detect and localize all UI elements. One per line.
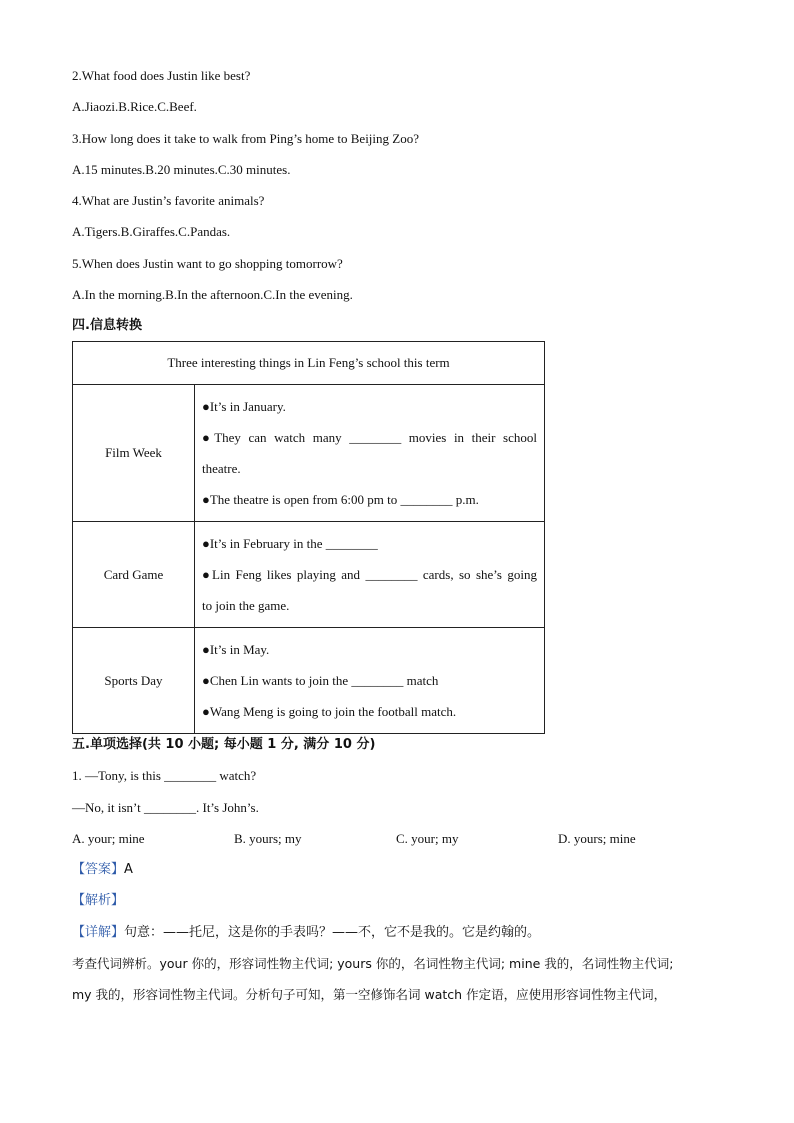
section-5-heading: 五.单项选择(共 10 小题; 每小题 1 分, 满分 10 分) bbox=[72, 737, 376, 752]
answer-value: A bbox=[124, 862, 133, 877]
question-5-options: A.In the morning.B.In the afternoon.C.In the evening. bbox=[72, 287, 353, 302]
analysis-tag: 【解析】 bbox=[72, 893, 125, 908]
mc-question-1-line2: —No, it isn’t ________. It’s John’s. bbox=[72, 800, 259, 815]
list-item: ●It’s in May. bbox=[202, 642, 270, 657]
detail-tag: 【详解】 bbox=[72, 925, 125, 940]
question-2: 2.What food does Justin like best? bbox=[72, 68, 251, 83]
table-row bbox=[73, 522, 545, 628]
option-c: C. your; my bbox=[396, 831, 459, 846]
option-d: D. yours; mine bbox=[558, 831, 636, 846]
row-label-film-week: Film Week bbox=[73, 385, 195, 522]
analysis-line-2: my 我的，形容词性物主代词。分析句子可知，第一空修饰名词 watch 作定语，应使用形容词性物主代词， bbox=[72, 987, 667, 1002]
section-4-heading: 四.信息转换 bbox=[72, 318, 142, 333]
question-4-options: A.Tigers.B.Giraffes.C.Pandas. bbox=[72, 224, 231, 239]
analysis-heading bbox=[72, 893, 124, 909]
row-content-sports-day bbox=[195, 628, 545, 734]
row-label-sports-day: Sports Day bbox=[73, 628, 195, 734]
table-row bbox=[73, 628, 545, 734]
detail-text: 句意：——托尼，这是你的手表吗？——不，它不是我的。它是约翰的。 bbox=[124, 925, 541, 940]
list-item: ●Lin Feng likes playing and ________ cards, so she’s going bbox=[202, 567, 537, 582]
table-title-row bbox=[73, 342, 545, 385]
list-item: ●It’s in January. bbox=[202, 399, 286, 414]
row-label-card-game: Card Game bbox=[73, 522, 195, 628]
detail-line bbox=[72, 925, 540, 941]
info-transfer-table bbox=[72, 341, 545, 734]
list-item: ●It’s in February in the ________ bbox=[202, 536, 378, 551]
list-item: theatre. bbox=[202, 461, 241, 476]
option-b: B. yours; my bbox=[234, 831, 302, 846]
row-content-card-game bbox=[195, 522, 545, 628]
row-content-film-week bbox=[195, 385, 545, 522]
question-3: 3.How long does it take to walk from Ping’s home to Beijing Zoo? bbox=[72, 131, 419, 146]
list-item: ●The theatre is open from 6:00 pm to ________ p.m. bbox=[202, 492, 479, 507]
list-item: to join the game. bbox=[202, 598, 290, 613]
option-a: A. your; mine bbox=[72, 831, 145, 846]
table-row bbox=[73, 385, 545, 522]
list-item: ●They can watch many ________ movies in their school bbox=[202, 430, 537, 445]
question-5: 5.When does Justin want to go shopping tomorrow? bbox=[72, 256, 343, 271]
answer-line bbox=[72, 862, 133, 878]
list-item: ●Wang Meng is going to join the football match. bbox=[202, 704, 457, 719]
mc-question-1-line1: 1. —Tony, is this ________ watch? bbox=[72, 768, 257, 783]
analysis-line-1: 考查代词辨析。your 你的，形容词性物主代词; yours 你的，名词性物主代词; mine 我的，名词性物主代词; bbox=[72, 956, 674, 971]
question-4: 4.What are Justin’s favorite animals? bbox=[72, 193, 265, 208]
question-3-options: A.15 minutes.B.20 minutes.C.30 minutes. bbox=[72, 162, 291, 177]
answer-tag: 【答案】 bbox=[72, 862, 125, 877]
question-2-options: A.Jiaozi.B.Rice.C.Beef. bbox=[72, 99, 197, 114]
table-title: Three interesting things in Lin Feng’s school this term bbox=[73, 342, 545, 385]
list-item: ●Chen Lin wants to join the ________ match bbox=[202, 673, 439, 688]
